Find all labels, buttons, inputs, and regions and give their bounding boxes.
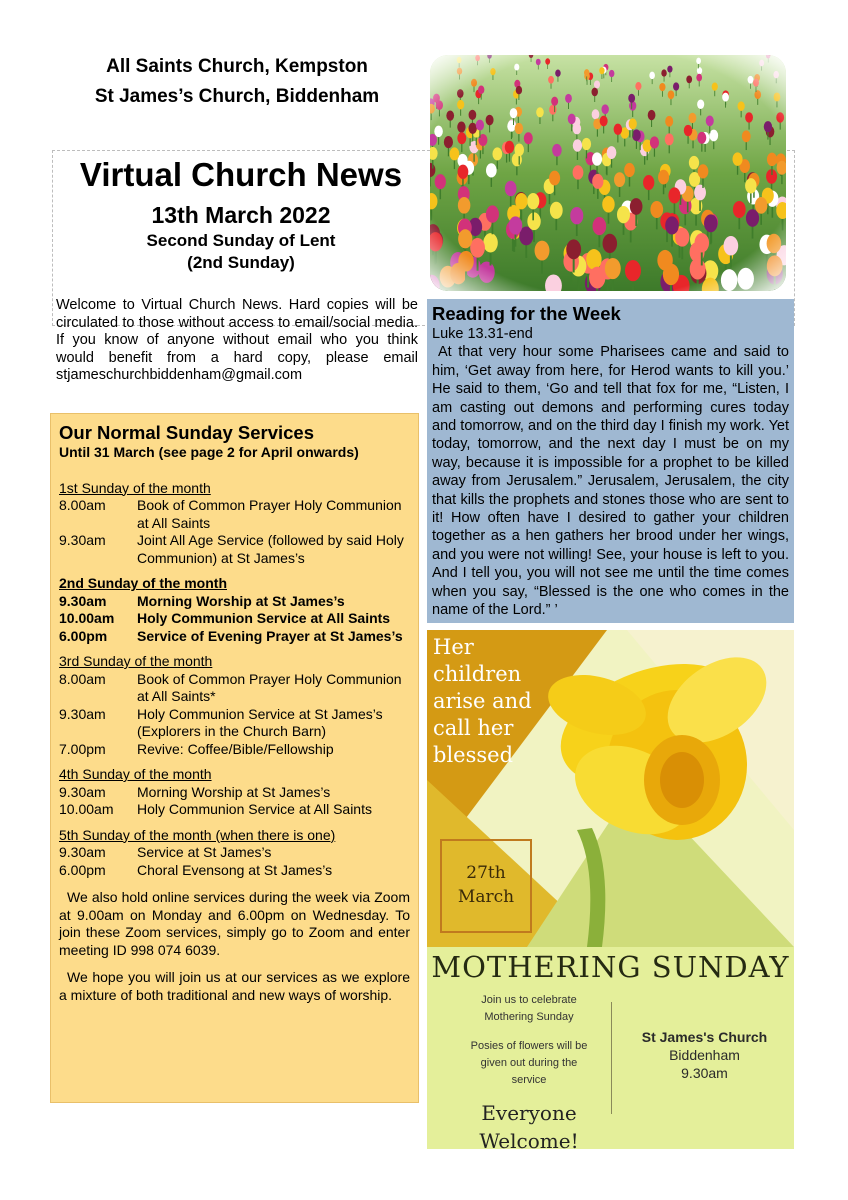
group-heading: 2nd Sunday of the month <box>59 575 227 591</box>
join-us-paragraph: We hope you will join us at our services as we explore a mixture of both traditional and new ways of worship. <box>59 969 410 1003</box>
service-time: 8.00am <box>59 497 106 513</box>
quote-line: arise and <box>433 689 532 713</box>
service-row <box>59 741 410 759</box>
quote-line: Her <box>433 635 474 659</box>
welcome-paragraph: Welcome to Virtual Church News. Hard copies will be circulated to those without access to email/social media. If you know of anyone without email who you think would benefit from a hard copy, please email stjameschurchbiddenham@gmail.com <box>56 297 418 383</box>
service-description: Holy Communion Service at St James’s (Explorers in the Church Barn) <box>137 705 383 739</box>
posies-line: Posies of flowers will be <box>470 1040 588 1052</box>
service-time: 10.00am <box>59 801 114 817</box>
poster-quote <box>433 634 563 769</box>
reading-text: At that very hour some Pharisees came and said to him, ‘Get away from here, for Herod wants to kill you.’ He said to them, ‘Go and tell that fox for me, “Listen, I am casting out demons and performing cures today and tomorrow, and on the third day I finish my work. Yet today, tomorrow, and the next day I must be on my way, because it is impossible for a prophet to be killed away from Jerusalem.” Jerusalem, Jerusalem, the city that kills the prophets and stones those who are sent to it! How often have I desired to gather your children together as a hen gathers her brood under her wings, and you were not willing! See, your house is left to you. And I tell you, you will not see me until the time comes when you say, “Blessed is the one who comes in the name of the Lord.” ’ <box>432 344 789 619</box>
services-heading: Our Normal Sunday Services <box>59 422 314 443</box>
group-heading: 4th Sunday of the month <box>59 766 212 782</box>
service-group-5th-sunday <box>59 827 410 880</box>
posies-line: given out during the <box>480 1057 578 1069</box>
liturgical-sunday: Second Sunday of Lent <box>146 231 336 250</box>
posies-line: service <box>511 1074 547 1086</box>
service-time: 9.30am <box>59 592 107 609</box>
event-date-day: 27th <box>466 863 506 883</box>
service-group-2nd-sunday <box>59 575 410 645</box>
service-row <box>59 532 410 567</box>
service-row <box>59 671 410 706</box>
quote-line: call her <box>433 716 514 740</box>
service-row <box>59 497 410 532</box>
service-row <box>59 844 410 862</box>
service-description: Book of Common Prayer Holy Communion at All Saints <box>137 497 402 531</box>
service-row <box>59 593 410 611</box>
service-time: 9.30am <box>59 705 106 722</box>
venue-place: Biddenham <box>669 1047 740 1063</box>
sunday-number: (2nd Sunday) <box>187 253 295 272</box>
service-description: Morning Worship at St James’s <box>137 783 331 800</box>
everyone-welcome: Everyone <box>481 1101 577 1125</box>
service-time: 9.30am <box>59 783 106 800</box>
poster-venue <box>615 1028 794 1082</box>
service-description: Book of Common Prayer Holy Communion at All Saints* <box>137 670 402 704</box>
newsletter-title: Virtual Church News <box>79 156 403 193</box>
service-description: Morning Worship at St James’s <box>137 592 345 609</box>
reading-panel <box>427 299 794 623</box>
group-heading: 5th Sunday of the month (when there is one) <box>59 826 336 843</box>
newsletter-title-block <box>56 150 426 274</box>
service-row <box>59 706 410 741</box>
church-name-biddenham: St James’s Church, Biddenham <box>94 86 380 107</box>
service-group-3rd-sunday <box>59 653 410 758</box>
quote-line: children <box>433 662 522 686</box>
service-row <box>59 784 410 802</box>
service-group-4th-sunday <box>59 766 410 819</box>
service-row <box>59 862 410 880</box>
service-time: 7.00pm <box>59 740 106 757</box>
service-time: 9.30am <box>59 532 106 548</box>
service-description: Revive: Coffee/Bible/Fellowship <box>137 740 334 757</box>
service-time: 9.30am <box>59 844 106 860</box>
church-name-kempston: All Saints Church, Kempston <box>106 56 368 77</box>
service-time: 6.00pm <box>59 861 106 878</box>
invite-line: Mothering Sunday <box>484 1011 574 1023</box>
service-description: Holy Communion Service at All Saints <box>137 610 391 626</box>
quote-line: blessed <box>433 743 514 767</box>
mothering-sunday-poster <box>427 630 794 1149</box>
service-group-1st-sunday <box>59 480 410 568</box>
poster-invitation <box>441 992 617 1149</box>
service-row <box>59 628 410 646</box>
venue-time: 9.30am <box>681 1065 728 1081</box>
service-description: Holy Communion Service at All Saints <box>137 801 372 817</box>
sunday-services-panel <box>50 413 419 1103</box>
everyone-welcome: Welcome! <box>479 1129 579 1149</box>
service-time: 8.00am <box>59 670 106 687</box>
service-time: 6.00pm <box>59 627 108 644</box>
reading-heading: Reading for the Week <box>432 303 621 324</box>
reading-reference: Luke 13.31-end <box>432 326 533 342</box>
venue-church: St James's Church <box>641 1029 768 1045</box>
services-until-note: Until 31 March (see page 2 for April onwards) <box>59 444 359 460</box>
invite-line: Join us to celebrate <box>481 994 577 1006</box>
service-time: 10.00am <box>59 610 115 626</box>
service-description: Joint All Age Service (followed by said Holy Communion) at St James’s <box>137 532 404 566</box>
church-names <box>52 52 422 112</box>
service-description: Service at St James’s <box>137 844 272 860</box>
event-date-box <box>440 839 532 933</box>
group-heading: 1st Sunday of the month <box>59 479 211 496</box>
poster-divider <box>611 1002 612 1114</box>
service-description: Service of Evening Prayer at St James’s <box>137 627 403 644</box>
zoom-services-paragraph: We also hold online services during the week via Zoom at 9.00am on Monday and 6.00pm on Wednesday. To join these Zoom services, simply go to Zoom and enter meeting ID 998 074 6039. <box>59 889 410 958</box>
service-description: Choral Evensong at St James’s <box>137 861 333 878</box>
mothering-sunday-title: MOTHERING SUNDAY <box>431 950 790 984</box>
service-row <box>59 801 410 819</box>
event-date-month: March <box>457 887 515 907</box>
newsletter-date: 13th March 2022 <box>151 202 331 228</box>
tulip-field-image <box>430 55 786 291</box>
service-row <box>59 610 410 628</box>
group-heading: 3rd Sunday of the month <box>59 653 213 669</box>
